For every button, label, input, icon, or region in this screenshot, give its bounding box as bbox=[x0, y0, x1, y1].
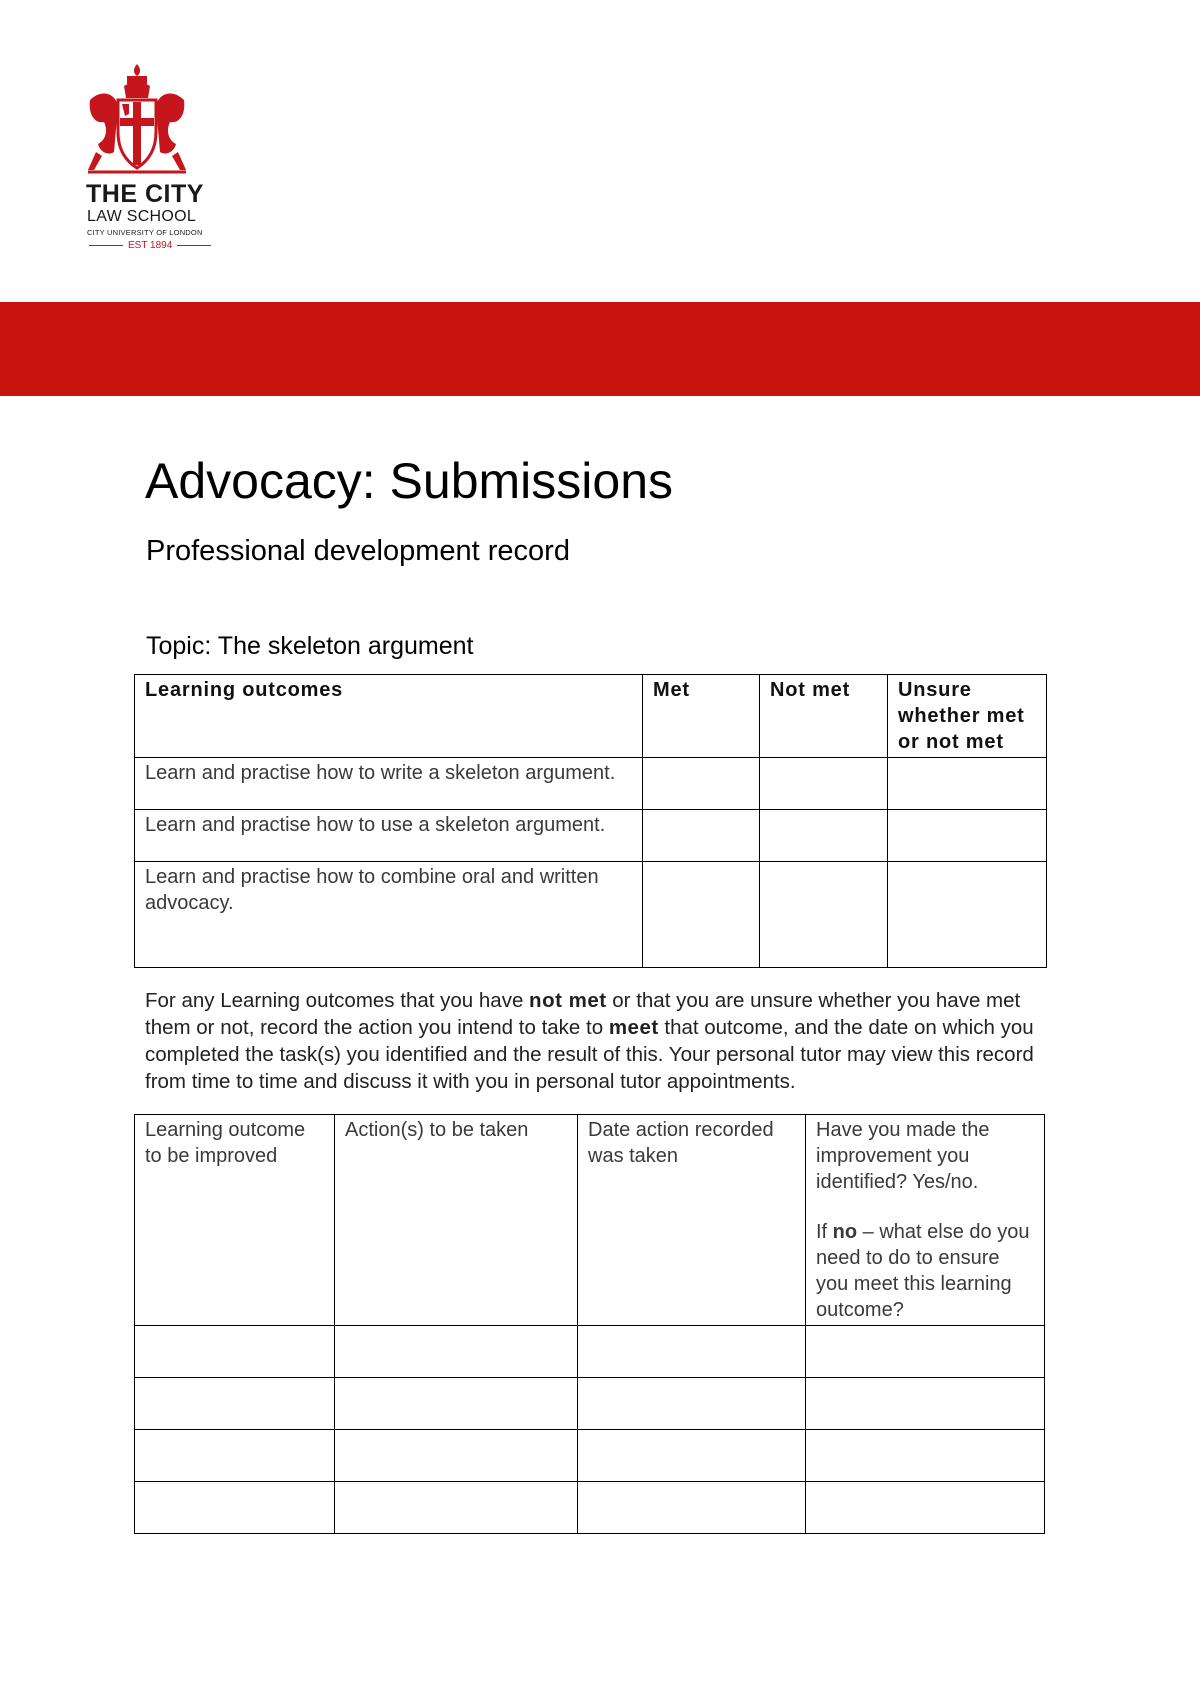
red-header-band bbox=[0, 302, 1200, 396]
logo-line-university: CITY UNIVERSITY OF LONDON bbox=[87, 228, 203, 237]
table-row bbox=[135, 862, 1047, 968]
instructions-paragraph bbox=[145, 987, 1065, 1095]
instructions-part-1: For any Learning outcomes that you have bbox=[145, 989, 530, 1012]
blank-cell[interactable] bbox=[135, 1378, 335, 1430]
not-met-cell[interactable] bbox=[760, 862, 888, 968]
table-header-row bbox=[135, 675, 1047, 758]
followup-no: no bbox=[832, 1221, 858, 1243]
learning-outcomes-table bbox=[134, 674, 1047, 968]
page-subtitle: Professional development record bbox=[146, 535, 570, 567]
header-unsure: Unsure whether met or not met bbox=[888, 675, 1047, 758]
blank-cell[interactable] bbox=[335, 1326, 578, 1378]
instructions-part-3: that outcome, and the date on which you completed the task(s) you identified and the result of this. Your personal tutor may view this record from time to time and discuss it with you in personal tutor appointments. bbox=[145, 1016, 1034, 1093]
met-cell[interactable] bbox=[643, 862, 760, 968]
header-date-action: Date action recorded was taken bbox=[578, 1115, 806, 1326]
blank-cell[interactable] bbox=[806, 1482, 1045, 1534]
topic-heading: Topic: The skeleton argument bbox=[146, 632, 474, 660]
blank-cell[interactable] bbox=[335, 1482, 578, 1534]
blank-cell[interactable] bbox=[578, 1430, 806, 1482]
unsure-cell[interactable] bbox=[888, 758, 1047, 810]
unsure-cell[interactable] bbox=[888, 862, 1047, 968]
improvement-question: Have you made the improvement you identified? Yes/no. bbox=[816, 1119, 990, 1193]
unsure-cell[interactable] bbox=[888, 810, 1047, 862]
crest-icon bbox=[82, 60, 192, 178]
table-row bbox=[135, 758, 1047, 810]
logo-line-the-city: THE CITY bbox=[86, 180, 204, 208]
followup-rest: – what else do you need to do to ensure you meet this learning outcome? bbox=[816, 1221, 1030, 1321]
header-met: Met bbox=[643, 675, 760, 758]
header-learning-outcomes: Learning outcomes bbox=[135, 675, 643, 758]
table-row bbox=[135, 1326, 1045, 1378]
outcome-text: Learn and practise how to write a skeleton argument. bbox=[135, 758, 643, 810]
logo-est-text: EST 1894 bbox=[128, 240, 173, 251]
table-row bbox=[135, 1482, 1045, 1534]
blank-cell[interactable] bbox=[135, 1482, 335, 1534]
blank-cell[interactable] bbox=[806, 1430, 1045, 1482]
blank-cell[interactable] bbox=[578, 1326, 806, 1378]
table-row bbox=[135, 1378, 1045, 1430]
met-cell[interactable] bbox=[643, 758, 760, 810]
header-actions: Action(s) to be taken bbox=[335, 1115, 578, 1326]
blank-cell[interactable] bbox=[335, 1378, 578, 1430]
outcome-text: Learn and practise how to use a skeleton argument. bbox=[135, 810, 643, 862]
logo-line-est bbox=[84, 240, 214, 251]
blank-cell[interactable] bbox=[806, 1378, 1045, 1430]
action-plan-table bbox=[134, 1114, 1045, 1534]
blank-cell[interactable] bbox=[578, 1378, 806, 1430]
instructions-bold-meet: meet bbox=[608, 1016, 659, 1039]
header-outcome-to-improve: Learning outcome to be improved bbox=[135, 1115, 335, 1326]
improvement-followup bbox=[816, 1219, 1034, 1323]
instructions-bold-not-met: not met bbox=[529, 989, 607, 1012]
met-cell[interactable] bbox=[643, 810, 760, 862]
instructions-part-2: or that you are unsure whether you have met them or not, record the action you intend to take to bbox=[145, 989, 1021, 1039]
blank-cell[interactable] bbox=[135, 1326, 335, 1378]
header-improvement bbox=[806, 1115, 1045, 1326]
table-row bbox=[135, 810, 1047, 862]
followup-if: If bbox=[816, 1221, 833, 1243]
blank-cell[interactable] bbox=[335, 1430, 578, 1482]
header-not-met: Not met bbox=[760, 675, 888, 758]
page-title: Advocacy: Submissions bbox=[145, 453, 674, 509]
not-met-cell[interactable] bbox=[760, 758, 888, 810]
not-met-cell[interactable] bbox=[760, 810, 888, 862]
logo-line-law-school: LAW SCHOOL bbox=[87, 208, 197, 225]
blank-cell[interactable] bbox=[806, 1326, 1045, 1378]
blank-cell[interactable] bbox=[578, 1482, 806, 1534]
city-law-school-logo bbox=[82, 60, 232, 260]
table-row bbox=[135, 1430, 1045, 1482]
table-header-row bbox=[135, 1115, 1045, 1326]
blank-cell[interactable] bbox=[135, 1430, 335, 1482]
outcome-text: Learn and practise how to combine oral and written advocacy. bbox=[135, 862, 643, 968]
